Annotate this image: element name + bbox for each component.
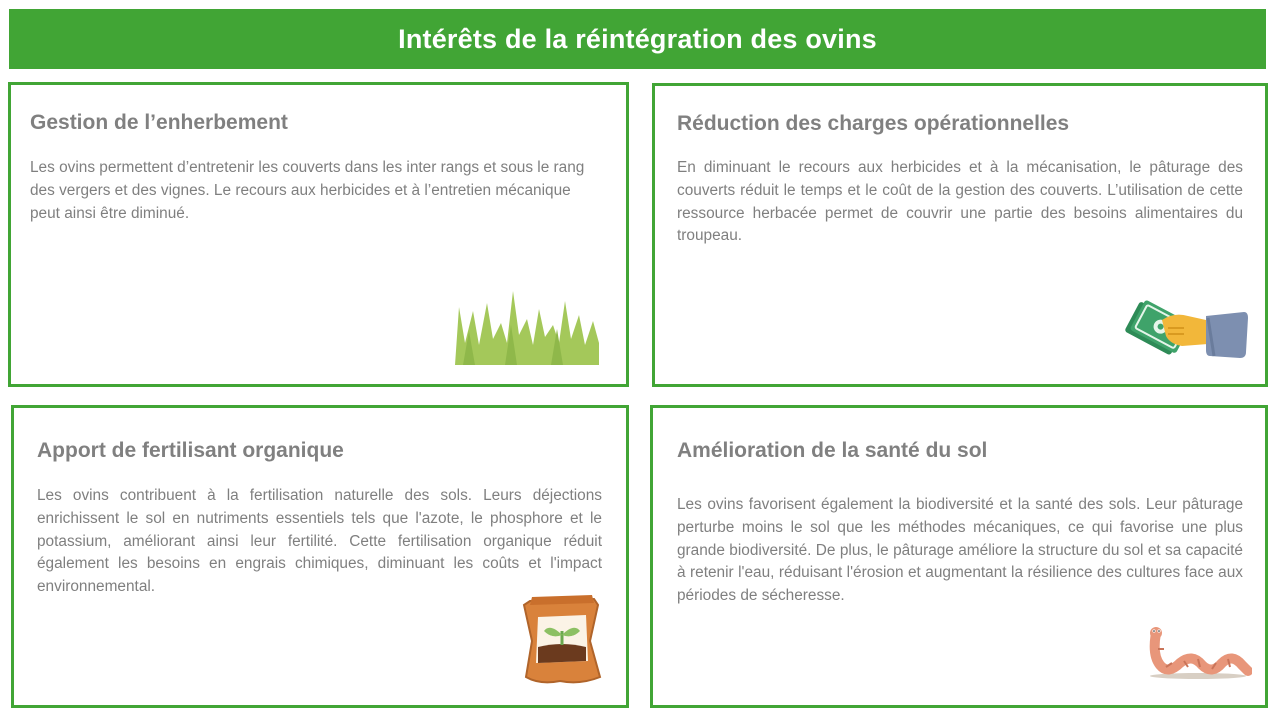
card-apport-fertilisant — [11, 405, 629, 708]
card-heading: Amélioration de la santé du sol — [677, 439, 988, 462]
card-text: En diminuant le recours aux herbicides et à la mécanisation, le pâturage des couverts réduit le temps et le coût de la gestion des couverts. L’utilisation de cette ressource herbacée permet de couvrir une partie des besoins alimentaires du troupeau. — [677, 159, 1243, 245]
card-gestion-enherbement — [8, 82, 629, 387]
grass-icon — [453, 285, 601, 367]
card-sante-sol — [650, 405, 1268, 708]
card-text: Les ovins favorisent également la biodiversité et la santé des sols. Leur pâturage perturbe moins le sol que les méthodes mécaniques, ce qui favorise une plus grande biodiversité. De plus, le pâturage améliore la structure du sol et sa capacité à retenir l'eau, réduisant l'érosion et augmentant la résilience des cultures face aux périodes de sécheresse. — [677, 496, 1243, 605]
card-reduction-charges — [652, 83, 1268, 387]
card-heading: Gestion de l’enherbement — [30, 111, 288, 134]
card-text: Les ovins contribuent à la fertilisation naturelle des sols. Leurs déjections enrichissent le sol en nutriments essentiels tels que l'azote, le phosphore et le potassium, améliorant ainsi leur fertilité. Cette fertilisation organique réduit également les besoins en engrais chimiques, diminuant les coûts et l'impact environnemental. — [37, 487, 602, 596]
card-heading: Apport de fertilisant organique — [37, 439, 344, 462]
earthworm-icon — [1146, 625, 1252, 681]
money-hand-icon — [1122, 294, 1250, 366]
title-banner — [9, 9, 1266, 69]
card-text: Les ovins permettent d’entretenir les couverts dans les inter rangs et sous le rang des vergers et des vignes. Le recours aux herbicides et à l’entretien mécanique peut ainsi être diminué. — [30, 159, 585, 222]
card-heading: Réduction des charges opérationnelles — [677, 112, 1070, 135]
page-title: Intérêts de la réintégration des ovins — [398, 23, 877, 54]
fertilizer-bag-icon — [520, 591, 604, 687]
